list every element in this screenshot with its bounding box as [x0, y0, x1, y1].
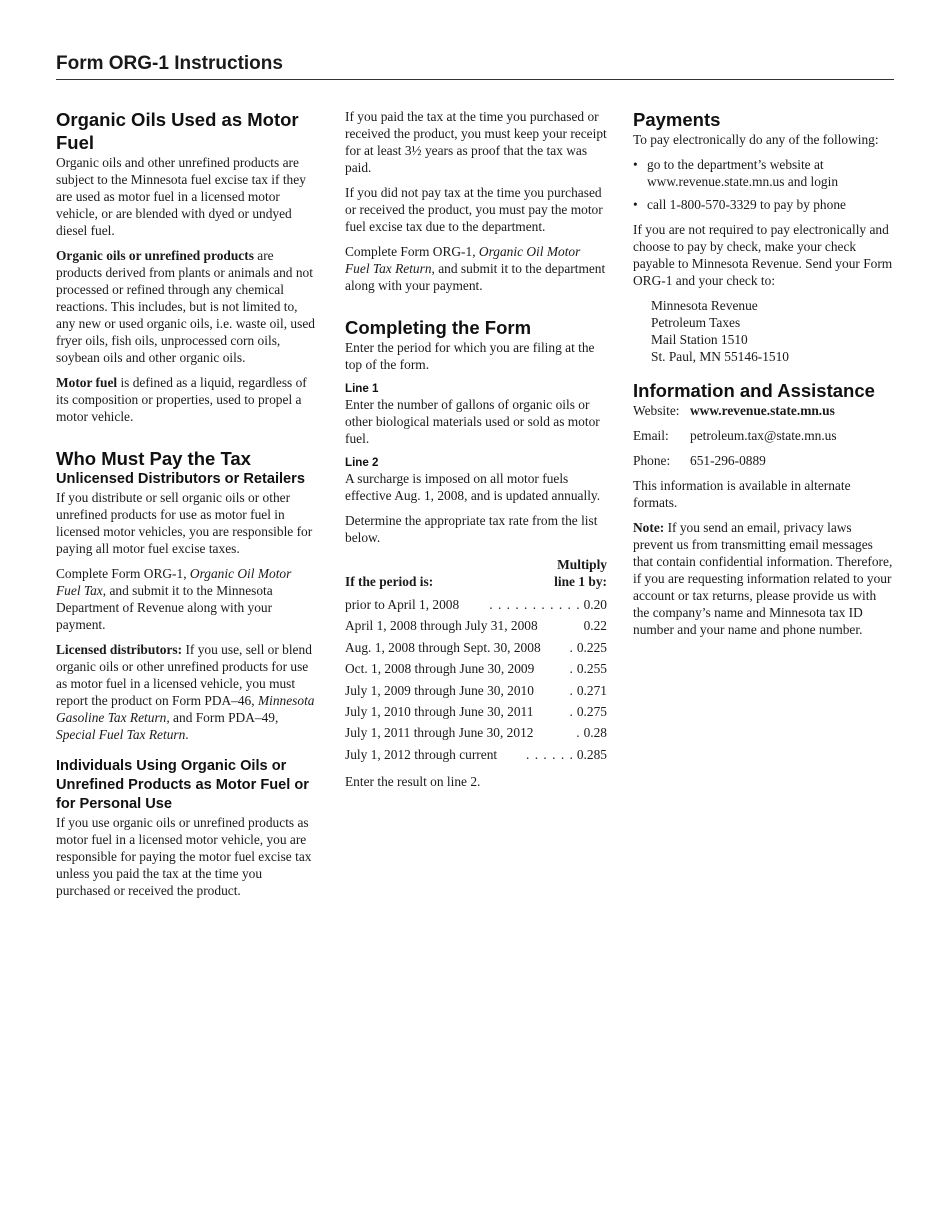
rate-header-right-1: Multiply — [557, 557, 607, 572]
organic-intro: Organic oils and other unrefined products are subject to the Minnesota fuel excise tax if they are used as motor fuel in a licensed motor vehicle, or are blended with dyed or undyed diesel fuel. — [56, 155, 306, 238]
column-middle — [345, 108, 607, 798]
rate-leader: . — [576, 725, 581, 741]
phone-label: Phone: — [633, 453, 671, 468]
definition-motor-term: Motor fuel — [56, 375, 118, 390]
rate-value: 0.20 — [583, 597, 607, 612]
note-paragraph — [633, 519, 895, 638]
complete-return-form-name: Organic Oil Motor Fuel Tax Return — [345, 244, 581, 276]
line-2-label: Line 2 — [345, 456, 379, 469]
alternate-formats-text: This information is available in alternate formats. — [633, 478, 851, 510]
paid-tax-text: If you paid the tax at the time you purchased or received the product, you must keep your receipt for at least 3½ years as proof that the tax was paid. — [345, 109, 607, 175]
rate-intro: Determine the appropriate tax rate from the list below. — [345, 513, 598, 545]
rate-leader: . — [569, 703, 574, 719]
rate-row — [345, 703, 607, 720]
rate-value: 0.22 — [583, 618, 607, 634]
address-line: Minnesota Revenue — [651, 298, 758, 313]
website-label: Website: — [633, 403, 680, 418]
definition-motor-text: is defined as a liquid, regardless of its composition or properties, used to propel a motor vehicle. — [56, 375, 307, 424]
rate-header-left: If the period is: — [345, 574, 434, 589]
website-link[interactable]: www.revenue.state.mn.us — [690, 403, 835, 418]
rate-leader: . — [569, 639, 574, 655]
email-label: Email: — [633, 428, 669, 443]
rate-row — [345, 660, 607, 677]
rate-table-header — [345, 556, 607, 590]
rate-period: Oct. 1, 2008 through June 30, 2009 — [345, 661, 535, 677]
completing-text: Enter the period for which you are filing at the top of the form. — [345, 340, 595, 372]
definition-organic-oils — [56, 247, 318, 366]
phone-row — [633, 452, 895, 469]
rate-row — [345, 724, 607, 741]
heading-individuals: Individuals Using Organic Oils or Unrefined Products as Motor Fuel or for Personal Use — [56, 758, 309, 812]
rate-value: 0.28 — [583, 725, 607, 741]
complete-form-text-2: , and submit it to the Minnesota Department of Revenue along with your payment. — [56, 583, 273, 632]
address-line: Petroleum Taxes — [651, 315, 741, 330]
rate-header-right-2: line 1 by: — [554, 574, 607, 589]
column-right — [633, 108, 895, 646]
website-row — [633, 402, 895, 419]
rate-leader — [538, 617, 584, 634]
list-item-text: go to the department’s website at www.revenue.state.mn.us and login — [647, 157, 839, 189]
rate-period: July 1, 2009 through June 30, 2010 — [345, 682, 534, 698]
column-left — [56, 108, 318, 907]
email-row — [633, 427, 895, 444]
complete-form-name: Organic Oil Motor Fuel Tax — [56, 566, 292, 598]
individuals-text: If you use organic oils or unrefined products as motor fuel in a licensed motor vehicle, you are responsible for paying the motor fuel excise tax unless you paid the tax at the time you purchased or received the product. — [56, 815, 312, 898]
heading-completing-form: Completing the Form — [345, 317, 532, 338]
mailing-address — [633, 297, 895, 365]
result-text: Enter the result on line 2. — [345, 774, 481, 790]
licensed-text-3: . — [185, 727, 189, 742]
address-line: St. Paul, MN 55146-1510 — [651, 349, 790, 364]
rate-period: prior to April 1, 2008 — [345, 597, 460, 612]
phone-number: 651-296-0889 — [690, 453, 766, 468]
bullet-icon: • — [633, 197, 638, 212]
note-label: Note: — [633, 520, 665, 535]
definition-organic-term: Organic oils or unrefined products — [56, 248, 254, 263]
rate-leader: . — [569, 682, 574, 698]
rate-value: 0.271 — [576, 682, 607, 698]
bullet-icon: • — [633, 157, 638, 172]
heading-organic-oils: Organic Oils Used as Motor Fuel — [56, 109, 299, 153]
note-text: If you send an email, privacy laws prevent us from transmitting email messages that contain confidential information. Therefore, if you are requesting information related to your account or tax returns, please provide us with the company’s name and Minnesota tax ID number and your name and phone number. — [633, 520, 893, 637]
rate-row — [345, 639, 607, 656]
list-item — [633, 196, 895, 213]
definition-motor-fuel — [56, 374, 318, 425]
rate-header-right — [554, 556, 607, 590]
complete-form-paragraph — [56, 565, 318, 633]
licensed-text-2: and Form PDA–49, — [169, 710, 279, 725]
rate-value: 0.285 — [576, 746, 607, 762]
licensed-text-1: If you use, sell or blend organic oils or other unrefined products for use as motor fuel in a licensed vehicle, you must report the product on Form PDA–46, — [56, 642, 312, 708]
rate-period: July 1, 2012 through current — [345, 746, 498, 762]
rate-row — [345, 596, 607, 613]
rate-value: 0.225 — [576, 639, 607, 655]
payment-options-list — [633, 156, 895, 213]
licensed-term: Licensed distributors: — [56, 642, 183, 657]
check-payment-text: If you are not required to pay electronically and choose to pay by check, make your check payable to Minnesota Revenue. Send your Form ORG-1 and your check to: — [633, 222, 893, 288]
not-paid-tax-text: If you did not pay tax at the time you purchased or received the product, you must pay the motor fuel excise tax due to the department. — [345, 185, 603, 234]
rate-row — [345, 746, 607, 763]
line-1-label: Line 1 — [345, 382, 379, 395]
licensed-distributors-paragraph — [56, 641, 318, 743]
heading-info-assistance: Information and Assistance — [633, 380, 875, 401]
rate-period: April 1, 2008 through July 31, 2008 — [345, 618, 538, 634]
rate-table — [345, 596, 607, 763]
email-link[interactable]: petroleum.tax@state.mn.us — [690, 428, 837, 443]
heading-payments: Payments — [633, 109, 721, 130]
rate-row — [345, 682, 607, 699]
rate-period: July 1, 2011 through June 30, 2012 — [345, 725, 534, 741]
page-header — [56, 52, 894, 80]
complete-return-text-1: Complete Form ORG-1, — [345, 244, 479, 259]
complete-return-text-2: , and submit it to the department along with your payment. — [345, 261, 606, 293]
definition-organic-text: are products derived from plants or animals and not processed or refined through any chemical reactions. This includes, but is not limited to, any new or used organic oils, i.e. waste oil, used fryer oils, fish oils, unprocessed corn oils, soybean oils and other organic oils. — [56, 248, 315, 365]
complete-form-text-1: Complete Form ORG-1, — [56, 566, 190, 581]
licensed-form-2: Special Fuel Tax Return — [56, 727, 186, 742]
heading-who-must-pay: Who Must Pay the Tax — [56, 448, 251, 469]
rate-leader: . — [569, 661, 574, 677]
payments-intro: To pay electronically do any of the following: — [633, 132, 879, 147]
list-item-text: call 1-800-570-3329 to pay by phone — [647, 197, 846, 212]
rate-leader: . . . . . . — [526, 746, 574, 762]
page-title: Form ORG-1 Instructions — [56, 53, 283, 74]
address-line: Mail Station 1510 — [651, 332, 748, 347]
line-1-text: Enter the number of gallons of organic oils or other biological materials used or sold as motor fuel. — [345, 397, 600, 446]
line-2-text: A surcharge is imposed on all motor fuels effective Aug. 1, 2008, and is updated annually. — [345, 471, 601, 503]
rate-value: 0.275 — [576, 703, 607, 719]
complete-return-paragraph — [345, 243, 607, 294]
rate-period: Aug. 1, 2008 through Sept. 30, 2008 — [345, 639, 541, 655]
heading-unlicensed: Unlicensed Distributors or Retailers — [56, 471, 305, 487]
rate-leader: . . . . . . . . . . . — [489, 597, 581, 612]
rate-row — [345, 617, 607, 634]
list-item — [633, 156, 895, 190]
rate-value: 0.255 — [576, 661, 607, 677]
rate-period: July 1, 2010 through June 30, 2011 — [345, 703, 534, 719]
licensed-form-1: Minnesota Gasoline Tax Return, — [56, 693, 315, 725]
unlicensed-text: If you distribute or sell organic oils or other unrefined products for use as motor fuel in licensed motor vehicles, you are responsible for paying all motor fuel excise taxes. — [56, 490, 313, 556]
